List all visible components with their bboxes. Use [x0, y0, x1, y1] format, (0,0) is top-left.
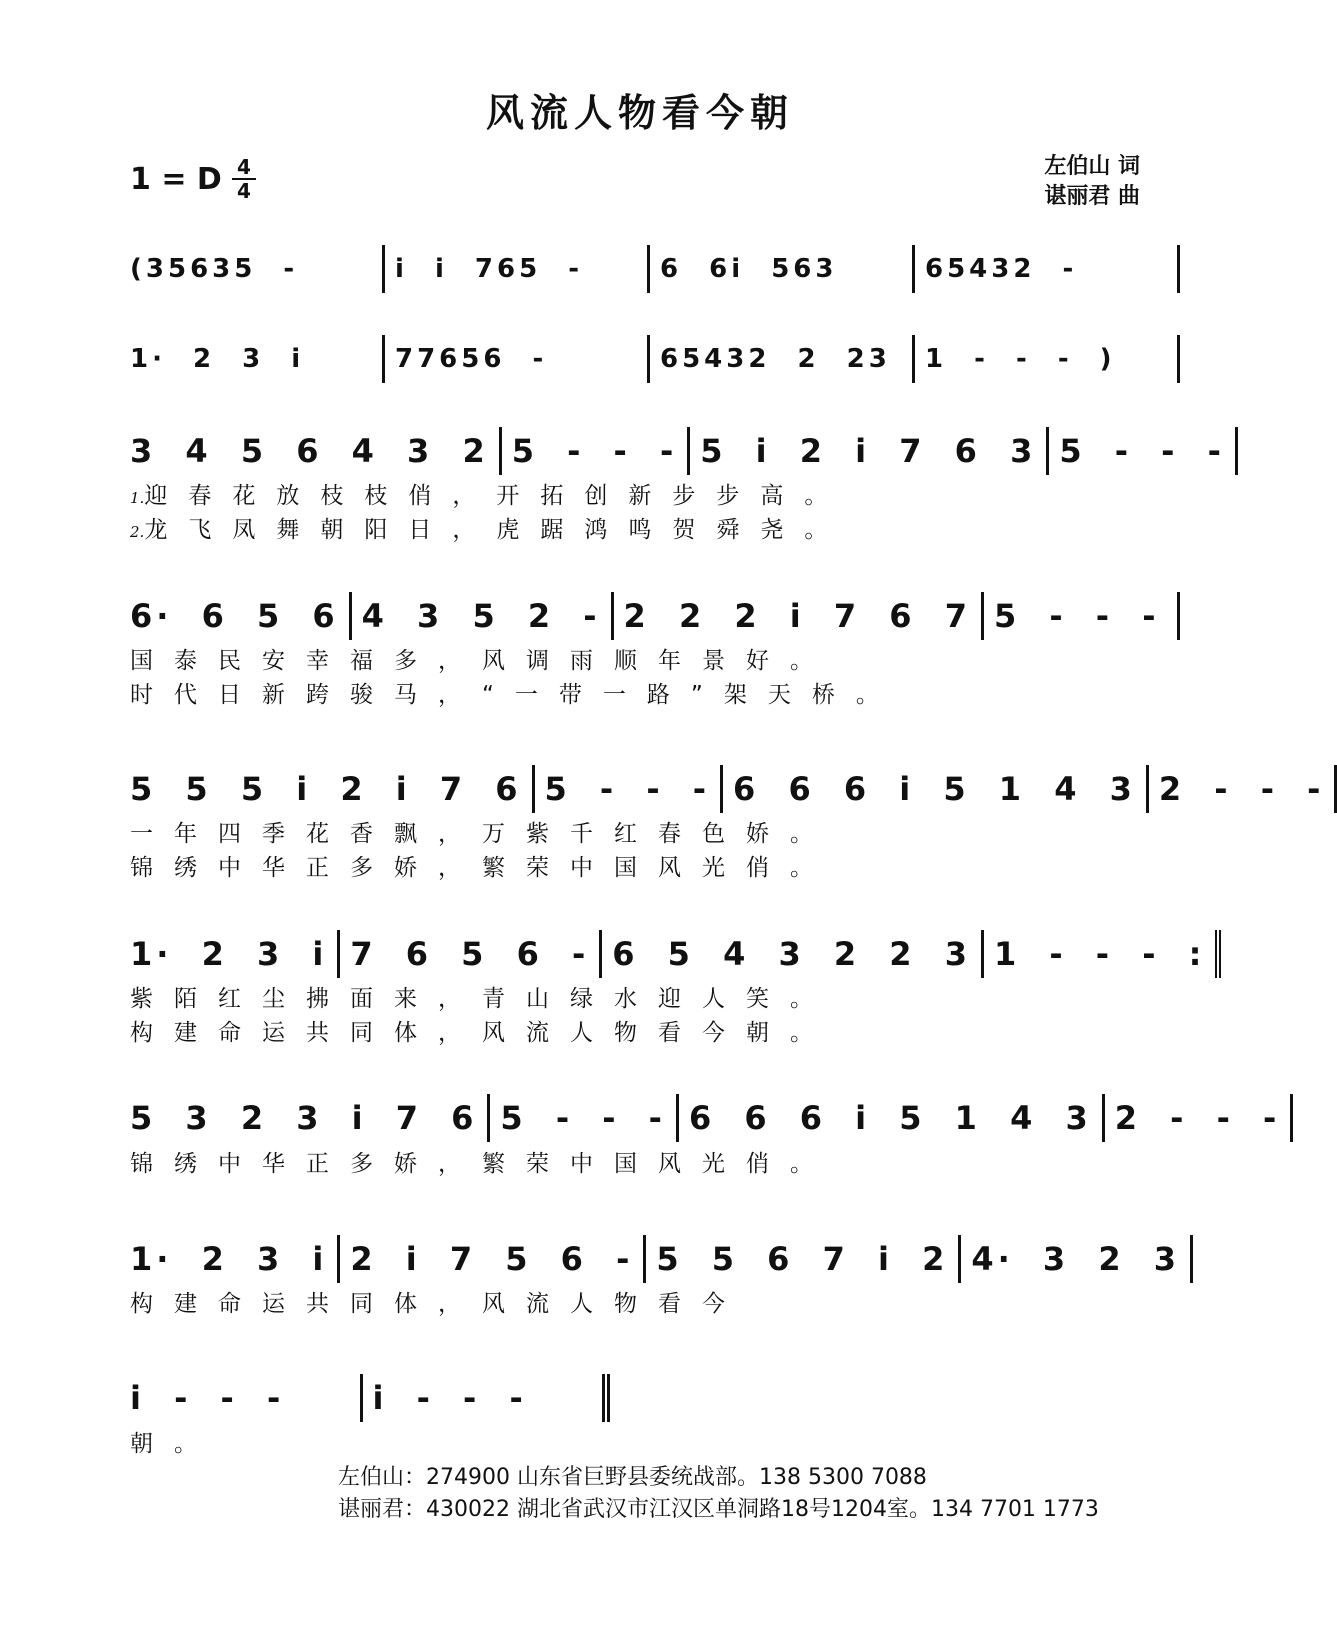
- lyric-line: 紫陌红尘拂面来，青山绿水迎人笑。: [130, 986, 834, 1012]
- measure: 1 - - - ): [915, 335, 1180, 383]
- measure: 2 - - -: [1105, 1094, 1294, 1142]
- measure: 5 3 2 3 i 7 6: [130, 1094, 490, 1142]
- measure: 5 5 5 i 2 i 7 6: [130, 765, 535, 813]
- time-signature-bottom: 4: [237, 179, 251, 203]
- measure: 6 6i 563: [650, 245, 915, 293]
- measure: 5 - - -: [1049, 427, 1238, 475]
- contact-composer: 谌丽君：430022 湖北省武汉市江汉区单洞路18号1204室。134 7701 1773: [338, 1497, 1099, 1522]
- lyric-line: [130, 480, 1150, 512]
- measure: 2 2 2 i 7 6 7: [614, 592, 984, 640]
- composer-credit: 谌丽君 曲: [1044, 184, 1140, 209]
- measure: 6 6 6 i 5 1 4 3: [723, 765, 1149, 813]
- measure: 2 i 7 5 6 -: [340, 1235, 646, 1283]
- notation-row: [130, 930, 1206, 978]
- verse-number: 2.: [130, 523, 145, 541]
- lyric-line: 时代日新跨骏马，“一带一路”架天桥。: [130, 682, 900, 708]
- lyric-line: [130, 514, 1150, 546]
- measure: 1· 2 3 i: [130, 930, 340, 978]
- notation-row: [130, 765, 1325, 813]
- measure: 1· 2 3 i: [130, 335, 385, 383]
- lyric-line: 朝。: [130, 1431, 218, 1457]
- measure: 4 3 5 2 -: [352, 592, 614, 640]
- time-signature: [232, 155, 256, 203]
- measure: 7 6 5 6 -: [340, 930, 602, 978]
- measure: 6 5 4 3 2 2 3: [602, 930, 984, 978]
- measure: 65432 -: [915, 245, 1180, 293]
- time-signature-top: 4: [237, 155, 251, 179]
- measure: i i 765 -: [385, 245, 650, 293]
- lyric-text: 龙飞凤舞朝阳日，虎踞鸿鸣贺舜尧。: [144, 517, 849, 543]
- measure: (35635 -: [130, 245, 385, 293]
- measure: 5 - - -: [535, 765, 724, 813]
- measure: 5 - - -: [502, 427, 691, 475]
- contact-lyricist: 左伯山：274900 山东省巨野县委统战部。138 5300 7088: [338, 1465, 927, 1490]
- lyricist-credit: 左伯山 词: [1044, 154, 1140, 179]
- lyric-line: 构建命运共同体，风流人物看今: [130, 1291, 746, 1317]
- measure: 5 i 2 i 7 6 3: [690, 427, 1049, 475]
- measure: 6 6 6 i 5 1 4 3: [679, 1094, 1105, 1142]
- verse-number: 1.: [130, 489, 145, 507]
- notation-row: [130, 1235, 1180, 1283]
- lyric-line: 锦绣中华正多娇，繁荣中国风光俏。: [130, 855, 834, 881]
- notation-row: [130, 427, 1225, 475]
- song-title: 风流人物看今朝: [485, 90, 794, 135]
- measure: 5 5 6 7 i 2: [646, 1235, 961, 1283]
- notation-row: [130, 1094, 1281, 1142]
- notation-row: [130, 1374, 610, 1422]
- measure: 65432 2 23: [650, 335, 915, 383]
- measure: 77656 -: [385, 335, 650, 383]
- lyric-line: 锦绣中华正多娇，繁荣中国风光俏。: [130, 1151, 834, 1177]
- lyric-line: 一年四季花香飘，万紫千红春色娇。: [130, 821, 834, 847]
- notation-row: [130, 335, 1180, 383]
- measure: 6· 6 5 6: [130, 592, 352, 640]
- measure: 4· 3 2 3: [961, 1235, 1193, 1283]
- notation-row: [130, 245, 1180, 293]
- measure: 2 - - -: [1149, 765, 1337, 813]
- credits: [1000, 152, 1140, 212]
- notation-row: [130, 592, 1180, 640]
- measure-final: i - - -: [363, 1374, 611, 1422]
- measure-repeat-end: 1 - - - :: [984, 930, 1221, 978]
- lyric-line: 构建命运共同体，风流人物看今朝。: [130, 1020, 834, 1046]
- measure: 3 4 5 6 4 3 2: [130, 427, 502, 475]
- measure: i - - -: [130, 1374, 363, 1422]
- measure: 5 - - -: [984, 592, 1180, 640]
- lyric-text: 迎春花放枝枝俏，开拓创新步步高。: [144, 483, 849, 509]
- measure: 1· 2 3 i: [130, 1235, 340, 1283]
- lyric-line: 国泰民安幸福多，风调雨顺年景好。: [130, 648, 834, 674]
- measure: 5 - - -: [490, 1094, 679, 1142]
- key-signature: 1 = D: [130, 162, 222, 197]
